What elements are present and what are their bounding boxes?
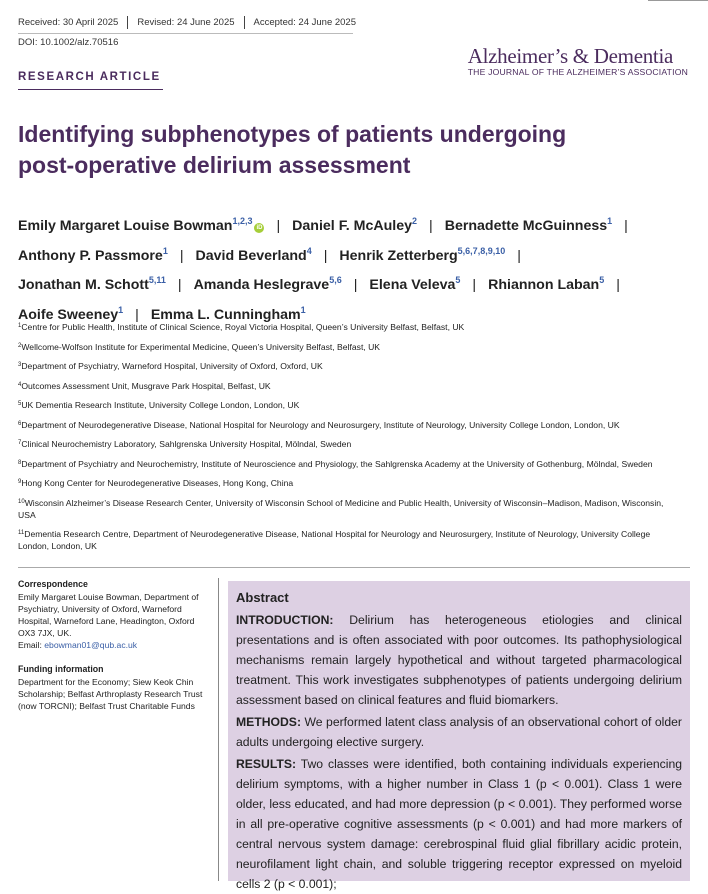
affiliation: $^8$Department of Psychiatry and Neurochemistry, Institute of Neuroscience and Physiology, the Sahlgrenska Academy at the University of Gothenburg, Mölndal, Sweden <box>18 458 653 469</box>
abstract-heading: Abstract <box>236 590 289 605</box>
correspondence-email: Email: ebowman01@qub.ac.uk <box>18 640 138 650</box>
received-date: Received: 30 April 2025 <box>18 16 128 29</box>
author[interactable]: David Beverland$^4$ <box>195 245 312 264</box>
dates-rule <box>18 33 353 34</box>
top-rule <box>648 0 708 1</box>
author[interactable]: Emma L. Cunningham$^1$ <box>150 304 306 323</box>
accepted-date: Accepted: 24 June 2025 <box>253 17 356 28</box>
correspondence-heading: Correspondence <box>18 579 88 589</box>
author[interactable]: Emily Margaret Louise Bowman$^{1,2,3}$iD <box>18 216 263 234</box>
column-divider <box>218 578 219 881</box>
correspondence-text: Emily Margaret Louise Bowman, Department of Psychiatry, University of Oxford, Warneford Hospital, Warneford Lane, Headington, Oxford OX3 7JX, UK. <box>18 592 199 638</box>
affiliation: $^{11}$Dementia Research Centre, Department of Neurodegenerative Disease, National Hospital for Neurology and Neurosurgery, Institute of Neurology, University College London, London, UK <box>18 529 651 551</box>
affiliation: $^3$Department of Psychiatry, Warneford Hospital, University of Oxford, Oxford, UK <box>18 361 323 371</box>
affiliation: $^5$UK Dementia Research Institute, University College London, London, UK <box>18 400 300 410</box>
author[interactable]: Elena Veleva$^5$ <box>369 275 461 293</box>
affiliation: $^4$Outcomes Assessment Unit, Musgrave Park Hospital, Belfast, UK <box>18 380 271 391</box>
affiliation-list <box>18 320 678 559</box>
article-title: Identifying subphenotypes of patients undergoing post-operative delirium assessment <box>18 121 567 178</box>
affiliation: $^1$Centre for Public Health, Institute of Clinical Science, Royal Victoria Hospital, Queen’s University Belfast, Belfast, UK <box>18 322 465 332</box>
author[interactable]: Henrik Zetterberg$^{5,6,7,8,9,10}$ <box>339 245 506 264</box>
revised-date: Revised: 24 June 2025 <box>137 16 244 29</box>
affiliation: $^9$Hong Kong Center for Neurodegenerative Diseases, Hong Kong, China <box>18 478 294 488</box>
author[interactable]: Daniel F. McAuley$^2$ <box>292 216 418 234</box>
journal-subtitle: THE JOURNAL OF THE ALZHEIMER’S ASSOCIATION <box>467 67 688 77</box>
abstract-introduction: INTRODUCTION: Delirium has heterogeneous etiologies and clinical presentations and is often associated with poor outcomes. Its pathophysiological mechanisms remain largely hypothetical and without targeted pharmacological treatment. This work investigates subphenotypes of patients undergoing delirium assessment based on clinical features and fluid biomarkers. <box>236 613 682 707</box>
sidebar <box>18 578 213 724</box>
affiliation: $^2$Wellcome-Wolfson Institute for Experimental Medicine, Queen’s University Belfast, Belfast, UK <box>18 341 381 352</box>
author[interactable]: Bernadette McGuinness$^1$ <box>444 216 613 234</box>
author[interactable]: Anthony P. Passmore$^1$ <box>18 245 168 264</box>
abstract-box <box>228 581 690 891</box>
article-type-rule <box>18 89 163 90</box>
author-list: Emily Margaret Louise Bowman$^{1,2,3}$iD | Daniel F. McAuley$^2$ | Bernadette McGuinness$^1$ | Anthony P. Passmore$^1$ | David Beverland$^4$ | Henrik Zetterberg$^{5,6,7,8,9,10}$ | Jonathan M. Schott$^{5,11}$ | Amanda Heslegrave$^{5,6}$ | Elena Veleva$^5$ | Rhiannon Laban$^5$ | Aoife Sweeney$^1$ | Emma L. Cunningham$^1$ <box>18 216 628 323</box>
abstract-results: RESULTS: Two classes were identified, both containing individuals experiencing delirium symptoms, with a higher number in Class 1 (p < 0.001). Class 1 were older, less educated, and had more depression (p < 0.001). They performed worse in all pre-operative cognitive assessments (p < 0.001) and had more markers of central nervous system damage: cerebrospinal fluid glial fibrillary acidic protein, neurofilament light chain, and soluble triggering receptor expressed on myeloid cells 2 (p < 0.001); <box>236 757 682 891</box>
affiliation: $^{10}$Wisconsin Alzheimer’s Disease Research Center, University of Wisconsin School of Medicine and Public Health, University of Wisconsin–Madison, Madison, Wisconsin, USA <box>18 497 664 520</box>
correspondence-block <box>18 578 213 651</box>
author[interactable]: Rhiannon Laban$^5$ <box>488 275 605 293</box>
orcid-icon[interactable]: iD <box>256 225 263 231</box>
affiliation: $^7$Clinical Neurochemistry Laboratory, Sahlgrenska University Hospital, Mölndal, Sweden <box>18 439 352 449</box>
journal-name: Alzheimer’s & Dementia <box>467 44 674 68</box>
author[interactable]: Amanda Heslegrave$^{5,6}$ <box>193 275 342 293</box>
funding-heading: Funding information <box>18 664 104 674</box>
abstract-methods: METHODS: We performed latent class analysis of an observational cohort of older adults undergoing elective surgery. <box>236 715 682 749</box>
affiliation: $^6$Department of Neurodegenerative Disease, National Hospital for Neurology and Neurosurgery, Institute of Neurology, University College London, London, UK <box>18 419 620 430</box>
email-link[interactable]: ebowman01@qub.ac.uk <box>44 640 138 650</box>
publication-dates <box>18 16 374 29</box>
affiliation-rule <box>18 567 690 568</box>
funding-block <box>18 663 213 712</box>
author[interactable]: Jonathan M. Schott$^{5,11}$ <box>18 275 166 293</box>
article-type: RESEARCH ARTICLE <box>18 71 161 83</box>
author[interactable]: Aoife Sweeney$^1$ <box>18 304 124 323</box>
funding-text: Department for the Economy; Siew Keok Chin Scholarship; Belfast Arthroplasty Research Trust (now TORCNI); Belfast Trust Charitable Funds <box>18 677 203 711</box>
doi[interactable]: DOI: 10.1002/alz.70516 <box>18 37 119 48</box>
journal-logo <box>468 44 688 77</box>
